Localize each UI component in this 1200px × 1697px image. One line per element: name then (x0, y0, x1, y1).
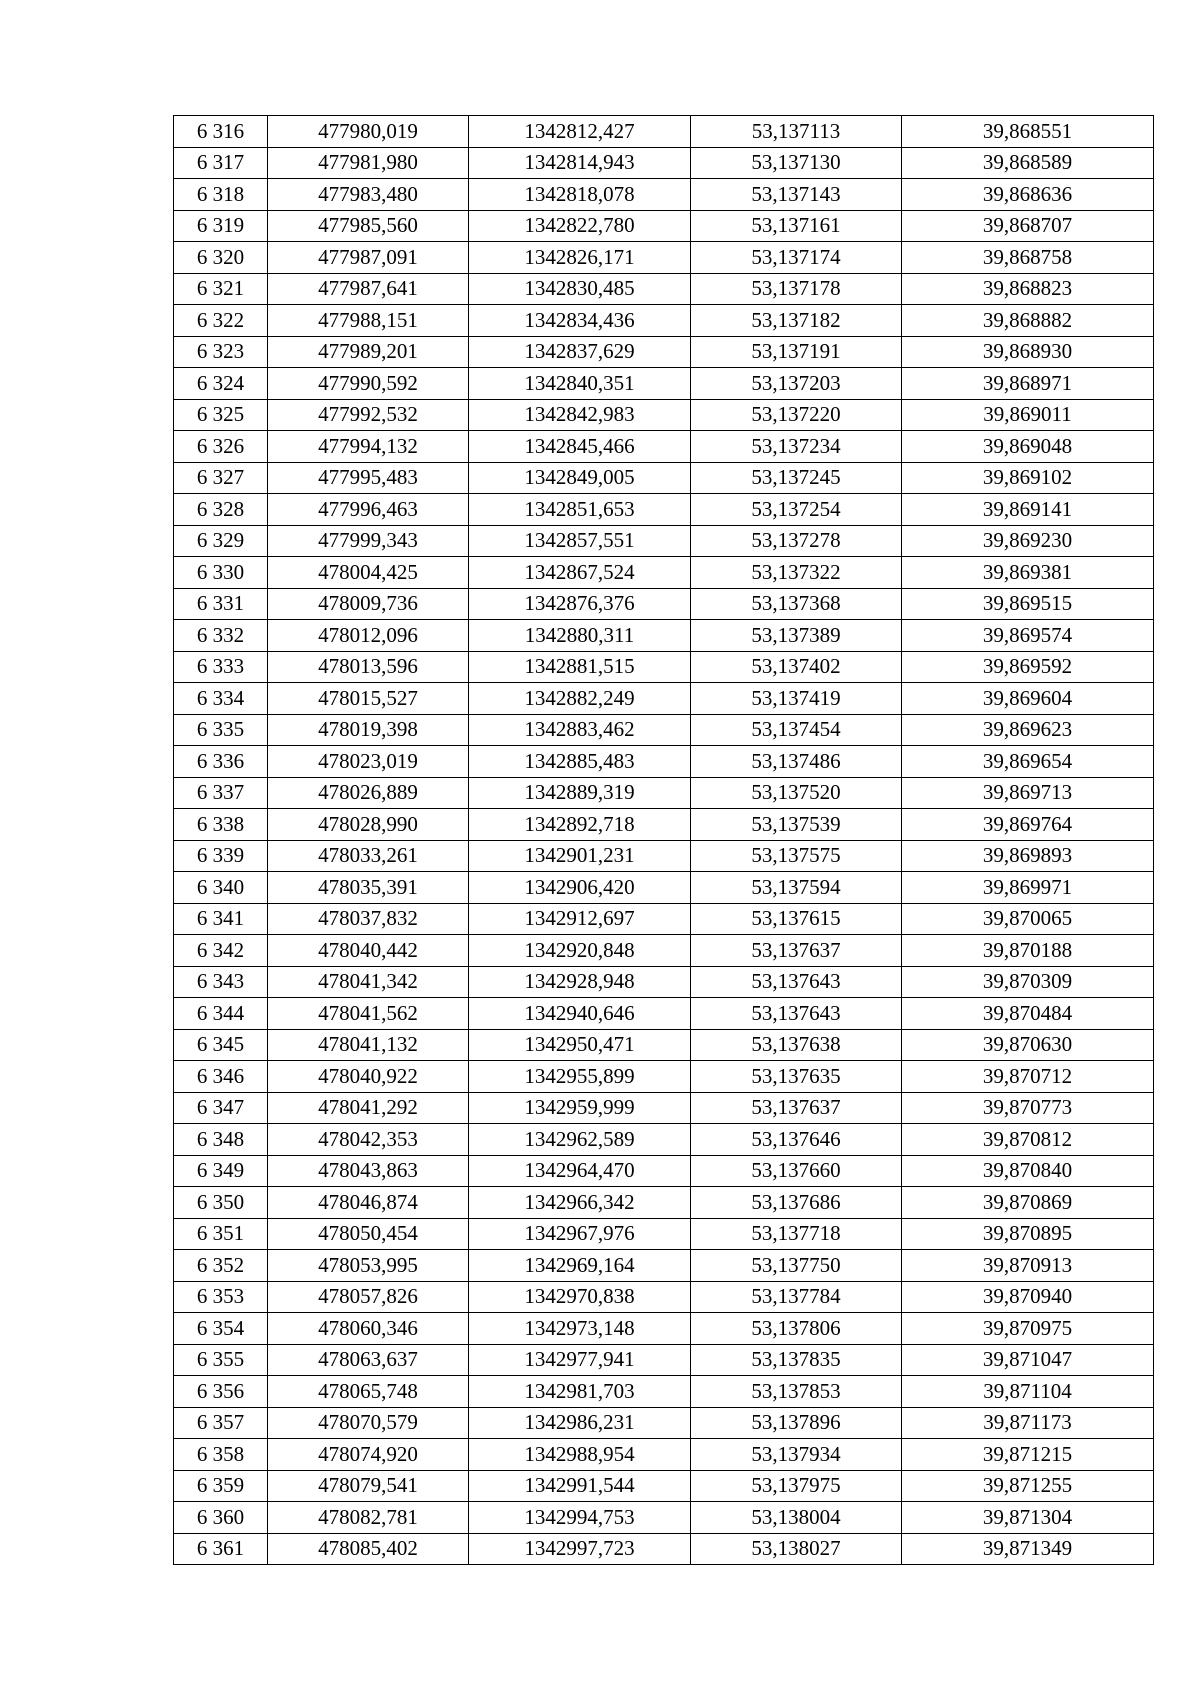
point-number-cell: 6 324 (174, 368, 268, 400)
y-coordinate-cell: 1342883,462 (469, 714, 691, 746)
point-number-cell: 6 358 (174, 1439, 268, 1471)
latitude-cell: 53,137220 (691, 399, 902, 431)
latitude-cell: 53,137278 (691, 525, 902, 557)
longitude-cell: 39,871215 (902, 1439, 1154, 1471)
longitude-cell: 39,869713 (902, 777, 1154, 809)
x-coordinate-cell: 478082,781 (268, 1502, 469, 1534)
table-row (174, 1533, 1154, 1565)
longitude-cell: 39,868551 (902, 116, 1154, 148)
y-coordinate-cell: 1342964,470 (469, 1155, 691, 1187)
longitude-cell: 39,869893 (902, 840, 1154, 872)
y-coordinate-cell: 1342940,646 (469, 998, 691, 1030)
latitude-cell: 53,137161 (691, 210, 902, 242)
x-coordinate-cell: 477980,019 (268, 116, 469, 148)
table-row (174, 242, 1154, 274)
longitude-cell: 39,870712 (902, 1061, 1154, 1093)
point-number-cell: 6 344 (174, 998, 268, 1030)
x-coordinate-cell: 478050,454 (268, 1218, 469, 1250)
latitude-cell: 53,137643 (691, 998, 902, 1030)
point-number-cell: 6 329 (174, 525, 268, 557)
x-coordinate-cell: 477989,201 (268, 336, 469, 368)
x-coordinate-cell: 477995,483 (268, 462, 469, 494)
table-row (174, 966, 1154, 998)
coordinates-table-body (174, 116, 1154, 1565)
latitude-cell: 53,137486 (691, 746, 902, 778)
y-coordinate-cell: 1342967,976 (469, 1218, 691, 1250)
point-number-cell: 6 341 (174, 903, 268, 935)
y-coordinate-cell: 1342849,005 (469, 462, 691, 494)
x-coordinate-cell: 478040,442 (268, 935, 469, 967)
table-row (174, 683, 1154, 715)
y-coordinate-cell: 1342901,231 (469, 840, 691, 872)
x-coordinate-cell: 478043,863 (268, 1155, 469, 1187)
point-number-cell: 6 342 (174, 935, 268, 967)
y-coordinate-cell: 1342834,436 (469, 305, 691, 337)
y-coordinate-cell: 1342818,078 (469, 179, 691, 211)
y-coordinate-cell: 1342880,311 (469, 620, 691, 652)
latitude-cell: 53,137130 (691, 147, 902, 179)
longitude-cell: 39,870869 (902, 1187, 1154, 1219)
y-coordinate-cell: 1342928,948 (469, 966, 691, 998)
table-row (174, 1250, 1154, 1282)
longitude-cell: 39,869515 (902, 588, 1154, 620)
y-coordinate-cell: 1342826,171 (469, 242, 691, 274)
table-row (174, 179, 1154, 211)
point-number-cell: 6 328 (174, 494, 268, 526)
x-coordinate-cell: 478033,261 (268, 840, 469, 872)
longitude-cell: 39,868636 (902, 179, 1154, 211)
latitude-cell: 53,137784 (691, 1281, 902, 1313)
point-number-cell: 6 320 (174, 242, 268, 274)
y-coordinate-cell: 1342912,697 (469, 903, 691, 935)
x-coordinate-cell: 478053,995 (268, 1250, 469, 1282)
x-coordinate-cell: 478065,748 (268, 1376, 469, 1408)
x-coordinate-cell: 478037,832 (268, 903, 469, 935)
x-coordinate-cell: 478074,920 (268, 1439, 469, 1471)
x-coordinate-cell: 478015,527 (268, 683, 469, 715)
latitude-cell: 53,137143 (691, 179, 902, 211)
x-coordinate-cell: 477987,091 (268, 242, 469, 274)
y-coordinate-cell: 1342867,524 (469, 557, 691, 589)
table-row (174, 462, 1154, 494)
y-coordinate-cell: 1342981,703 (469, 1376, 691, 1408)
longitude-cell: 39,868930 (902, 336, 1154, 368)
point-number-cell: 6 316 (174, 116, 268, 148)
latitude-cell: 53,137178 (691, 273, 902, 305)
point-number-cell: 6 361 (174, 1533, 268, 1565)
y-coordinate-cell: 1342970,838 (469, 1281, 691, 1313)
longitude-cell: 39,870940 (902, 1281, 1154, 1313)
point-number-cell: 6 321 (174, 273, 268, 305)
latitude-cell: 53,137686 (691, 1187, 902, 1219)
longitude-cell: 39,869764 (902, 809, 1154, 841)
table-row (174, 1187, 1154, 1219)
point-number-cell: 6 335 (174, 714, 268, 746)
table-row (174, 1092, 1154, 1124)
table-row (174, 620, 1154, 652)
y-coordinate-cell: 1342906,420 (469, 872, 691, 904)
x-coordinate-cell: 477990,592 (268, 368, 469, 400)
y-coordinate-cell: 1342812,427 (469, 116, 691, 148)
point-number-cell: 6 338 (174, 809, 268, 841)
point-number-cell: 6 333 (174, 651, 268, 683)
point-number-cell: 6 348 (174, 1124, 268, 1156)
table-row (174, 840, 1154, 872)
x-coordinate-cell: 478028,990 (268, 809, 469, 841)
table-row (174, 1061, 1154, 1093)
point-number-cell: 6 340 (174, 872, 268, 904)
latitude-cell: 53,137191 (691, 336, 902, 368)
x-coordinate-cell: 478070,579 (268, 1407, 469, 1439)
x-coordinate-cell: 477987,641 (268, 273, 469, 305)
point-number-cell: 6 353 (174, 1281, 268, 1313)
y-coordinate-cell: 1342959,999 (469, 1092, 691, 1124)
latitude-cell: 53,137454 (691, 714, 902, 746)
latitude-cell: 53,138004 (691, 1502, 902, 1534)
point-number-cell: 6 349 (174, 1155, 268, 1187)
x-coordinate-cell: 478023,019 (268, 746, 469, 778)
point-number-cell: 6 339 (174, 840, 268, 872)
x-coordinate-cell: 477996,463 (268, 494, 469, 526)
longitude-cell: 39,870188 (902, 935, 1154, 967)
longitude-cell: 39,869654 (902, 746, 1154, 778)
table-row (174, 1155, 1154, 1187)
point-number-cell: 6 360 (174, 1502, 268, 1534)
longitude-cell: 39,869048 (902, 431, 1154, 463)
point-number-cell: 6 317 (174, 147, 268, 179)
longitude-cell: 39,869971 (902, 872, 1154, 904)
x-coordinate-cell: 478042,353 (268, 1124, 469, 1156)
y-coordinate-cell: 1342955,899 (469, 1061, 691, 1093)
x-coordinate-cell: 477988,151 (268, 305, 469, 337)
point-number-cell: 6 356 (174, 1376, 268, 1408)
y-coordinate-cell: 1342977,941 (469, 1344, 691, 1376)
latitude-cell: 53,137975 (691, 1470, 902, 1502)
table-row (174, 399, 1154, 431)
table-row (174, 651, 1154, 683)
y-coordinate-cell: 1342830,485 (469, 273, 691, 305)
longitude-cell: 39,869574 (902, 620, 1154, 652)
y-coordinate-cell: 1342882,249 (469, 683, 691, 715)
latitude-cell: 53,137646 (691, 1124, 902, 1156)
latitude-cell: 53,137615 (691, 903, 902, 935)
point-number-cell: 6 355 (174, 1344, 268, 1376)
point-number-cell: 6 347 (174, 1092, 268, 1124)
latitude-cell: 53,137594 (691, 872, 902, 904)
latitude-cell: 53,137203 (691, 368, 902, 400)
y-coordinate-cell: 1342814,943 (469, 147, 691, 179)
longitude-cell: 39,869011 (902, 399, 1154, 431)
latitude-cell: 53,137389 (691, 620, 902, 652)
y-coordinate-cell: 1342994,753 (469, 1502, 691, 1534)
table-row (174, 305, 1154, 337)
y-coordinate-cell: 1342881,515 (469, 651, 691, 683)
x-coordinate-cell: 478085,402 (268, 1533, 469, 1565)
longitude-cell: 39,869102 (902, 462, 1154, 494)
longitude-cell: 39,869381 (902, 557, 1154, 589)
longitude-cell: 39,871104 (902, 1376, 1154, 1408)
table-row (174, 1281, 1154, 1313)
x-coordinate-cell: 477981,980 (268, 147, 469, 179)
latitude-cell: 53,137637 (691, 935, 902, 967)
table-row (174, 431, 1154, 463)
x-coordinate-cell: 478079,541 (268, 1470, 469, 1502)
latitude-cell: 53,137638 (691, 1029, 902, 1061)
y-coordinate-cell: 1342837,629 (469, 336, 691, 368)
table-row (174, 1124, 1154, 1156)
point-number-cell: 6 352 (174, 1250, 268, 1282)
latitude-cell: 53,137254 (691, 494, 902, 526)
longitude-cell: 39,871304 (902, 1502, 1154, 1534)
table-row (174, 116, 1154, 148)
longitude-cell: 39,868589 (902, 147, 1154, 179)
point-number-cell: 6 337 (174, 777, 268, 809)
y-coordinate-cell: 1342889,319 (469, 777, 691, 809)
latitude-cell: 53,137643 (691, 966, 902, 998)
longitude-cell: 39,871173 (902, 1407, 1154, 1439)
longitude-cell: 39,868758 (902, 242, 1154, 274)
latitude-cell: 53,137368 (691, 588, 902, 620)
latitude-cell: 53,137806 (691, 1313, 902, 1345)
y-coordinate-cell: 1342997,723 (469, 1533, 691, 1565)
longitude-cell: 39,869604 (902, 683, 1154, 715)
longitude-cell: 39,870065 (902, 903, 1154, 935)
x-coordinate-cell: 477999,343 (268, 525, 469, 557)
point-number-cell: 6 350 (174, 1187, 268, 1219)
table-row (174, 525, 1154, 557)
y-coordinate-cell: 1342842,983 (469, 399, 691, 431)
x-coordinate-cell: 478026,889 (268, 777, 469, 809)
point-number-cell: 6 354 (174, 1313, 268, 1345)
y-coordinate-cell: 1342857,551 (469, 525, 691, 557)
y-coordinate-cell: 1342966,342 (469, 1187, 691, 1219)
x-coordinate-cell: 477985,560 (268, 210, 469, 242)
latitude-cell: 53,137896 (691, 1407, 902, 1439)
x-coordinate-cell: 477994,132 (268, 431, 469, 463)
table-row (174, 210, 1154, 242)
point-number-cell: 6 319 (174, 210, 268, 242)
table-row (174, 998, 1154, 1030)
longitude-cell: 39,870895 (902, 1218, 1154, 1250)
point-number-cell: 6 357 (174, 1407, 268, 1439)
x-coordinate-cell: 478041,292 (268, 1092, 469, 1124)
point-number-cell: 6 334 (174, 683, 268, 715)
latitude-cell: 53,137322 (691, 557, 902, 589)
latitude-cell: 53,137853 (691, 1376, 902, 1408)
table-row (174, 147, 1154, 179)
longitude-cell: 39,870812 (902, 1124, 1154, 1156)
y-coordinate-cell: 1342876,376 (469, 588, 691, 620)
x-coordinate-cell: 478041,342 (268, 966, 469, 998)
longitude-cell: 39,871349 (902, 1533, 1154, 1565)
longitude-cell: 39,868823 (902, 273, 1154, 305)
x-coordinate-cell: 478060,346 (268, 1313, 469, 1345)
y-coordinate-cell: 1342851,653 (469, 494, 691, 526)
latitude-cell: 53,137402 (691, 651, 902, 683)
table-row (174, 273, 1154, 305)
longitude-cell: 39,870913 (902, 1250, 1154, 1282)
latitude-cell: 53,137245 (691, 462, 902, 494)
point-number-cell: 6 330 (174, 557, 268, 589)
x-coordinate-cell: 478041,132 (268, 1029, 469, 1061)
latitude-cell: 53,137660 (691, 1155, 902, 1187)
y-coordinate-cell: 1342950,471 (469, 1029, 691, 1061)
latitude-cell: 53,137718 (691, 1218, 902, 1250)
x-coordinate-cell: 477992,532 (268, 399, 469, 431)
point-number-cell: 6 332 (174, 620, 268, 652)
table-row (174, 935, 1154, 967)
latitude-cell: 53,137635 (691, 1061, 902, 1093)
table-row (174, 494, 1154, 526)
table-row (174, 714, 1154, 746)
latitude-cell: 53,137575 (691, 840, 902, 872)
table-row (174, 1376, 1154, 1408)
y-coordinate-cell: 1342822,780 (469, 210, 691, 242)
latitude-cell: 53,138027 (691, 1533, 902, 1565)
x-coordinate-cell: 478040,922 (268, 1061, 469, 1093)
longitude-cell: 39,868882 (902, 305, 1154, 337)
x-coordinate-cell: 478041,562 (268, 998, 469, 1030)
latitude-cell: 53,137539 (691, 809, 902, 841)
x-coordinate-cell: 478009,736 (268, 588, 469, 620)
y-coordinate-cell: 1342973,148 (469, 1313, 691, 1345)
latitude-cell: 53,137182 (691, 305, 902, 337)
table-row (174, 1313, 1154, 1345)
point-number-cell: 6 351 (174, 1218, 268, 1250)
x-coordinate-cell: 478057,826 (268, 1281, 469, 1313)
table-row (174, 1218, 1154, 1250)
y-coordinate-cell: 1342840,351 (469, 368, 691, 400)
table-row (174, 777, 1154, 809)
y-coordinate-cell: 1342885,483 (469, 746, 691, 778)
table-row (174, 336, 1154, 368)
longitude-cell: 39,868971 (902, 368, 1154, 400)
point-number-cell: 6 343 (174, 966, 268, 998)
table-row (174, 903, 1154, 935)
table-row (174, 809, 1154, 841)
x-coordinate-cell: 478046,874 (268, 1187, 469, 1219)
x-coordinate-cell: 478063,637 (268, 1344, 469, 1376)
longitude-cell: 39,869141 (902, 494, 1154, 526)
x-coordinate-cell: 477983,480 (268, 179, 469, 211)
x-coordinate-cell: 478035,391 (268, 872, 469, 904)
y-coordinate-cell: 1342962,589 (469, 1124, 691, 1156)
table-row (174, 1502, 1154, 1534)
point-number-cell: 6 323 (174, 336, 268, 368)
y-coordinate-cell: 1342988,954 (469, 1439, 691, 1471)
table-row (174, 1470, 1154, 1502)
latitude-cell: 53,137934 (691, 1439, 902, 1471)
table-row (174, 1439, 1154, 1471)
latitude-cell: 53,137234 (691, 431, 902, 463)
y-coordinate-cell: 1342845,466 (469, 431, 691, 463)
longitude-cell: 39,869623 (902, 714, 1154, 746)
x-coordinate-cell: 478004,425 (268, 557, 469, 589)
point-number-cell: 6 326 (174, 431, 268, 463)
y-coordinate-cell: 1342986,231 (469, 1407, 691, 1439)
x-coordinate-cell: 478013,596 (268, 651, 469, 683)
table-row (174, 368, 1154, 400)
table-row (174, 1407, 1154, 1439)
table-row (174, 557, 1154, 589)
longitude-cell: 39,871255 (902, 1470, 1154, 1502)
longitude-cell: 39,870484 (902, 998, 1154, 1030)
point-number-cell: 6 336 (174, 746, 268, 778)
table-row (174, 872, 1154, 904)
y-coordinate-cell: 1342892,718 (469, 809, 691, 841)
latitude-cell: 53,137637 (691, 1092, 902, 1124)
latitude-cell: 53,137419 (691, 683, 902, 715)
longitude-cell: 39,870309 (902, 966, 1154, 998)
latitude-cell: 53,137835 (691, 1344, 902, 1376)
table-row (174, 1029, 1154, 1061)
y-coordinate-cell: 1342969,164 (469, 1250, 691, 1282)
longitude-cell: 39,868707 (902, 210, 1154, 242)
latitude-cell: 53,137174 (691, 242, 902, 274)
longitude-cell: 39,870630 (902, 1029, 1154, 1061)
point-number-cell: 6 359 (174, 1470, 268, 1502)
point-number-cell: 6 345 (174, 1029, 268, 1061)
longitude-cell: 39,870840 (902, 1155, 1154, 1187)
table-row (174, 588, 1154, 620)
point-number-cell: 6 325 (174, 399, 268, 431)
longitude-cell: 39,870773 (902, 1092, 1154, 1124)
latitude-cell: 53,137520 (691, 777, 902, 809)
longitude-cell: 39,869230 (902, 525, 1154, 557)
x-coordinate-cell: 478019,398 (268, 714, 469, 746)
longitude-cell: 39,870975 (902, 1313, 1154, 1345)
latitude-cell: 53,137750 (691, 1250, 902, 1282)
longitude-cell: 39,869592 (902, 651, 1154, 683)
longitude-cell: 39,871047 (902, 1344, 1154, 1376)
x-coordinate-cell: 478012,096 (268, 620, 469, 652)
y-coordinate-cell: 1342991,544 (469, 1470, 691, 1502)
point-number-cell: 6 322 (174, 305, 268, 337)
table-row (174, 1344, 1154, 1376)
point-number-cell: 6 318 (174, 179, 268, 211)
y-coordinate-cell: 1342920,848 (469, 935, 691, 967)
table-row (174, 746, 1154, 778)
point-number-cell: 6 331 (174, 588, 268, 620)
latitude-cell: 53,137113 (691, 116, 902, 148)
point-number-cell: 6 346 (174, 1061, 268, 1093)
coordinates-table (173, 115, 1154, 1565)
point-number-cell: 6 327 (174, 462, 268, 494)
